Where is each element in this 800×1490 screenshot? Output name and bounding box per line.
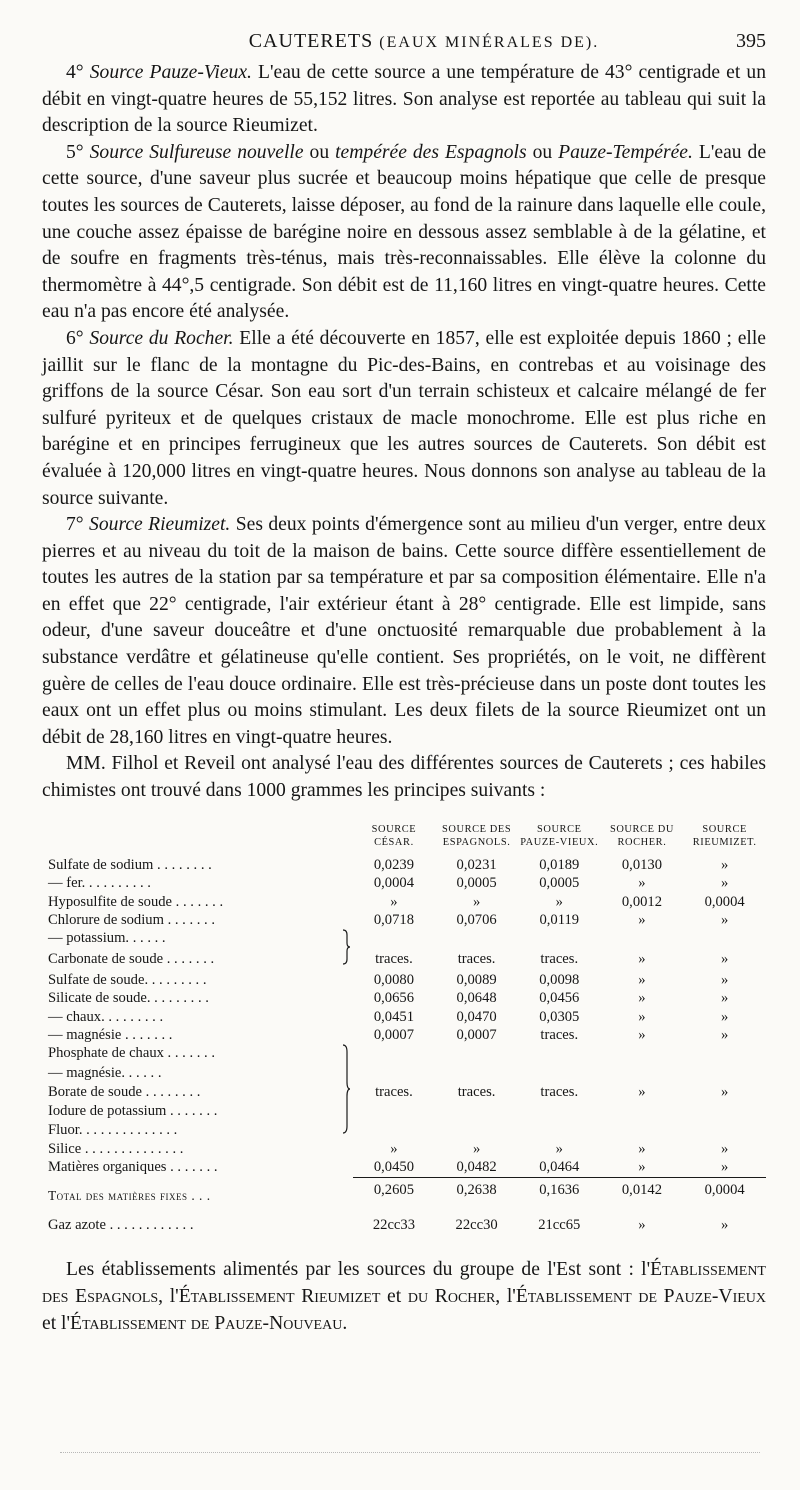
cell-espagnols: 0,0482 — [456, 1159, 497, 1176]
footer-dotted-rule — [60, 1452, 760, 1453]
table-gas-row — [42, 1206, 766, 1234]
cell-espagnols: 0,0007 — [456, 1027, 497, 1044]
brace-cell — [341, 929, 352, 970]
cell-espagnols: 0,0005 — [456, 875, 497, 892]
row-label: — fer. . . . . . . . . . — [48, 875, 151, 892]
analysis-table — [42, 823, 766, 1234]
table-row — [42, 1121, 766, 1140]
cell-espagnols: traces. — [457, 1083, 496, 1100]
brace-cell — [341, 1044, 352, 1139]
cell-rieumizet: » — [720, 990, 729, 1007]
establishment-name: du Rocher — [407, 1286, 496, 1307]
paragraph-text: Elle a été découverte en 1857, elle est exploitée depuis 1860 ; elle jaillit sur le flanc de la montagne du Pic-des-Bains, en contrebas et au voisinage des griffons de la source César. Son eau sort d'un terrain schisteux et calcaire mélangé de fer sulfuré pyriteux et de quelques cristaux de macle monochrome. Elle est plus riche en barégine et en principes ferrugineux que les autres sources de Cauterets. Son débit est évaluée à 120,000 litres en vingt-quatre heures. Nous donnons son analyse au tableau de la source suivante. — [42, 327, 767, 509]
cell-rocher — [601, 1044, 684, 1063]
paragraph-source-rieumizet — [42, 512, 766, 751]
cell-cesar — [353, 1044, 436, 1063]
page — [42, 30, 766, 1337]
cell-rocher: » — [638, 875, 646, 892]
cell-cesar: 0,0080 — [373, 971, 414, 988]
establishment-name: Établissement de Pauze-Vieux — [515, 1286, 767, 1307]
brace-cell — [341, 1140, 352, 1158]
cell-cesar: » — [390, 1140, 398, 1157]
cell-rieumizet — [683, 929, 766, 950]
cell-rieumizet: » — [720, 1027, 729, 1044]
cell-rocher — [601, 1102, 684, 1121]
gas-cesar: 22cc33 — [372, 1216, 415, 1233]
brace-cell — [341, 856, 352, 874]
cell-espagnols: 0,0089 — [456, 971, 497, 988]
cell-rocher — [601, 1064, 684, 1083]
header-title: CAUTERETS — [248, 30, 374, 52]
paragraph-text: L'eau de cette source, d'une saveur plus sucrée et beaucoup moins hépatique que celle de presque toutes les sources de Cauterets, laisse déposer, au fond de la rainure dans laquelle elle coule, une couche assez épaisse de barégine noire en dessous assez semblable à de la gélatine, et de soufre en fragments très-ténus, mais très-reconnaissables. Elle élève la colonne du thermomètre à 44°,5 centigrade. Son débit est de 11,160 litres en vingt-quatre heures. Cette eau n'a pas encore été analysée. — [42, 141, 767, 323]
row-label: — magnésie . . . . . . . — [48, 1027, 173, 1044]
cell-pauze-vieux: traces. — [540, 951, 579, 968]
cell-pauze-vieux: 0,0464 — [539, 1159, 580, 1176]
brace-icon — [341, 929, 351, 965]
connector-text: et — [380, 1286, 408, 1307]
cell-espagnols: 0,0231 — [456, 856, 497, 873]
cell-pauze-vieux — [518, 1044, 601, 1063]
cell-rieumizet: » — [720, 1159, 729, 1176]
table-row — [42, 1102, 766, 1121]
source-name: Source Pauze-Vieux. — [89, 62, 252, 83]
total-pauze-vieux: 0,1636 — [518, 1177, 601, 1205]
table-total-row — [42, 1177, 766, 1205]
cell-cesar: 0,0451 — [373, 1008, 414, 1025]
connector-text: , l' — [495, 1286, 516, 1307]
total-espagnols: 0,2638 — [435, 1177, 518, 1205]
row-label: Sulfate de sodium . . . . . . . . — [48, 856, 212, 873]
source-name: Source du Rocher. — [89, 327, 234, 349]
cell-espagnols: 0,0648 — [456, 990, 497, 1007]
brace-cell — [341, 1026, 352, 1044]
cell-cesar: 0,0656 — [373, 990, 414, 1007]
item-number: 4° — [66, 62, 90, 83]
row-label: Phosphate de chaux . . . . . . . — [48, 1045, 215, 1062]
paragraph-source-sulfureuse-nouvelle — [42, 140, 766, 326]
cell-pauze-vieux: 0,0456 — [539, 990, 580, 1007]
cell-rieumizet: » — [720, 1083, 729, 1100]
establishment-name: Établissement des Espagnols — [42, 1259, 766, 1307]
cell-cesar — [353, 1102, 436, 1121]
connector-text: et l' — [42, 1313, 71, 1334]
cell-rocher: » — [638, 1159, 646, 1176]
cell-rocher: » — [638, 1083, 646, 1100]
table-row — [42, 1158, 766, 1177]
table-row — [42, 874, 766, 892]
brace-cell — [341, 1177, 352, 1205]
closing-end: . — [342, 1313, 348, 1334]
connector-text: , l' — [158, 1286, 179, 1307]
cell-espagnols — [435, 1064, 518, 1083]
table-row — [42, 1008, 766, 1026]
establishment-name: Établissement Rieumizet — [178, 1286, 381, 1307]
gas-pauze-vieux: 21cc65 — [538, 1216, 581, 1233]
cell-rocher: 0,0130 — [621, 856, 663, 873]
page-number: 395 — [736, 30, 766, 52]
establishment-name: Établissement de Pauze-Nouveau — [70, 1313, 343, 1334]
source-name: Pauze-Tempérée. — [558, 141, 693, 163]
cell-espagnols — [435, 1102, 518, 1121]
total-rieumizet: 0,0004 — [683, 1177, 766, 1205]
brace-cell — [341, 989, 352, 1007]
cell-rocher: » — [638, 951, 646, 968]
table-header-row — [42, 823, 766, 856]
cell-espagnols — [435, 1044, 518, 1063]
paragraph-source-pauze-vieux — [42, 60, 766, 140]
header-brace-blank — [341, 823, 352, 856]
gas-label: Gaz azote . . . . . . . . . . . . — [48, 1216, 194, 1233]
cell-cesar: 0,0007 — [373, 1027, 414, 1044]
item-number: 7° — [66, 514, 90, 536]
table-row — [42, 1026, 766, 1044]
column-header-rocher: SOURCE DU ROCHER. — [609, 823, 674, 849]
table-row — [42, 1140, 766, 1158]
cell-pauze-vieux: » — [555, 893, 563, 910]
brace-cell — [341, 911, 352, 929]
cell-espagnols: 0,0470 — [456, 1008, 497, 1025]
paragraph-analysis-intro: MM. Filhol et Reveil ont analysé l'eau des différentes sources de Cauterets ; ces habiles chimistes ont trouvé dans 1000 grammes les principes suivants : — [42, 753, 766, 802]
cell-rieumizet — [683, 1064, 766, 1083]
item-number: 5° — [66, 141, 90, 163]
cell-cesar — [353, 1121, 436, 1140]
cell-rocher — [601, 1121, 684, 1140]
cell-rocher: » — [638, 1008, 646, 1025]
cell-rieumizet: » — [720, 1008, 729, 1025]
running-title — [42, 30, 766, 53]
row-label: Silice . . . . . . . . . . . . . . — [48, 1140, 184, 1157]
brace-cell — [341, 874, 352, 892]
item-number: 6° — [66, 327, 90, 349]
cell-pauze-vieux: 0,0005 — [539, 875, 580, 892]
cell-cesar: 0,0450 — [373, 1159, 414, 1176]
table-row — [42, 856, 766, 874]
table-row — [42, 1064, 766, 1083]
cell-cesar: traces. — [375, 1083, 413, 1100]
row-label: Carbonate de soude . . . . . . . — [48, 951, 215, 968]
brace-cell — [341, 893, 352, 911]
row-label: Iodure de potassium . . . . . . . — [48, 1102, 218, 1119]
table-row — [42, 989, 766, 1007]
cell-rieumizet: 0,0004 — [704, 893, 745, 910]
cell-cesar — [353, 1064, 436, 1083]
gas-rocher: » — [638, 1216, 646, 1233]
column-header-rieumizet: SOURCE RIEUMIZET. — [692, 823, 757, 849]
cell-rieumizet: » — [720, 875, 729, 892]
paragraph-text: L'eau de cette source a une température de 43° centigrade et un débit en vingt-quatre heures de 55,152 litres. Son analyse est reportée au tableau qui suit la description de la source Rieumizet. — [42, 62, 766, 137]
table-row — [42, 911, 766, 929]
cell-pauze-vieux: 0,0305 — [539, 1008, 580, 1025]
cell-cesar: 0,0239 — [373, 856, 414, 873]
cell-pauze-vieux: traces. — [540, 1027, 579, 1044]
header-blank — [42, 823, 341, 856]
row-label: Matières organiques . . . . . . . — [48, 1159, 218, 1176]
paragraph-source-du-rocher — [42, 326, 766, 512]
column-header-espagnols: SOURCE DES ESPAGNOLS. — [441, 823, 512, 849]
row-label: Chlorure de sodium . . . . . . . — [48, 912, 216, 929]
total-rocher: 0,0142 — [601, 1177, 684, 1205]
cell-espagnols: traces. — [457, 951, 496, 968]
gas-espagnols: 22cc30 — [455, 1216, 498, 1233]
cell-cesar: traces. — [375, 951, 413, 968]
row-label: Sulfate de soude. . . . . . . . . — [48, 971, 207, 988]
source-name: Source Sulfureuse nouvelle — [89, 141, 304, 163]
paragraph-text: Ses deux points d'émergence sont au milieu d'un verger, entre deux pierres et au niveau du toit de la maison de bains. Cette source diffère essentiellement de toutes les autres de la station par sa température et par sa composition élémentaire. Elle n'a en effet que 22° centigrade, l'air extérieur étant à 28° centigrade. Elle est limpide, sans odeur, d'une saveur douceâtre et d'une onctuosité remarquable due probablement à la substance verdâtre et gélatineuse qu'elle contient. Ses propriétés, on le voit, ne diffèrent guère de celles de l'eau douce ordinaire. Elle est très-précieuse dans un poste dont toutes les eaux ont un effet plus ou moins stimulant. Les deux filets de la source Rieumizet ont un débit de 28,160 litres en vingt-quatre heures. — [42, 514, 767, 748]
brace-cell — [341, 1158, 352, 1177]
cell-rocher: » — [638, 971, 646, 988]
row-label: Silicate de soude. . . . . . . . . — [48, 990, 209, 1007]
cell-pauze-vieux — [518, 1102, 601, 1121]
cell-pauze-vieux: 0,0119 — [539, 912, 580, 929]
cell-espagnols: » — [472, 893, 481, 910]
running-header — [42, 30, 766, 60]
cell-rieumizet: » — [720, 856, 729, 873]
row-label: Borate de soude . . . . . . . . — [48, 1083, 201, 1100]
connector-text: ou — [303, 141, 336, 163]
cell-rocher: » — [638, 912, 646, 929]
cell-rocher: 0,0012 — [621, 893, 663, 910]
table-row — [42, 929, 766, 950]
connector-text: ou — [526, 141, 559, 163]
gas-rieumizet: » — [720, 1216, 729, 1233]
cell-rocher: » — [638, 1140, 646, 1157]
cell-rocher: » — [638, 990, 646, 1007]
cell-rocher: » — [638, 1027, 646, 1044]
brace-cell — [341, 1206, 352, 1234]
table-row — [42, 1044, 766, 1063]
source-name: Source Rieumizet. — [89, 514, 231, 536]
column-header-cesar: SOURCE CÉSAR. — [371, 823, 417, 849]
closing-intro: Les établissements alimentés par les sources du groupe de l'Est sont : l' — [66, 1259, 651, 1280]
brace-icon — [341, 1044, 351, 1134]
cell-pauze-vieux: » — [555, 1140, 563, 1157]
cell-pauze-vieux: 0,0098 — [539, 971, 580, 988]
cell-pauze-vieux: 0,0189 — [539, 856, 580, 873]
row-label: — magnésie. . . . . . — [48, 1064, 162, 1081]
table-row — [42, 1083, 766, 1102]
column-header-pauze-vieux: SOURCE PAUZE-VIEUX. — [520, 823, 599, 849]
header-subtitle: (EAUX MINÉRALES DE). — [379, 34, 600, 51]
table-row — [42, 893, 766, 911]
cell-pauze-vieux: traces. — [540, 1083, 579, 1100]
total-cesar: 0,2605 — [353, 1177, 436, 1205]
brace-cell — [341, 1008, 352, 1026]
cell-cesar: » — [390, 893, 398, 910]
cell-pauze-vieux — [518, 1121, 601, 1140]
cell-espagnols — [435, 929, 518, 950]
row-label: — chaux. . . . . . . . . — [48, 1008, 164, 1025]
row-label: Fluor. . . . . . . . . . . . . . — [48, 1121, 178, 1138]
row-label: Hyposulfite de soude . . . . . . . — [48, 893, 224, 910]
table-row — [42, 971, 766, 989]
cell-rieumizet — [683, 1044, 766, 1063]
cell-rieumizet: » — [720, 1140, 729, 1157]
cell-rocher — [601, 929, 684, 950]
cell-rieumizet — [683, 1102, 766, 1121]
cell-rieumizet: » — [720, 951, 729, 968]
cell-pauze-vieux — [518, 1064, 601, 1083]
cell-espagnols: 0,0706 — [456, 912, 497, 929]
source-name: tempérée des Espagnols — [335, 141, 527, 163]
closing-paragraph — [42, 1256, 766, 1337]
total-label: Total des matières fixes . . . — [48, 1188, 211, 1204]
cell-cesar — [353, 929, 436, 950]
cell-rieumizet: » — [720, 971, 729, 988]
cell-pauze-vieux — [518, 929, 601, 950]
cell-cesar: 0,0004 — [373, 875, 414, 892]
cell-rieumizet: » — [720, 912, 729, 929]
cell-cesar: 0,0718 — [373, 912, 414, 929]
table-row — [42, 950, 766, 971]
cell-espagnols — [435, 1121, 518, 1140]
brace-cell — [341, 971, 352, 989]
cell-rieumizet — [683, 1121, 766, 1140]
cell-espagnols: » — [472, 1140, 481, 1157]
row-label: — potassium. . . . . . — [48, 930, 166, 947]
